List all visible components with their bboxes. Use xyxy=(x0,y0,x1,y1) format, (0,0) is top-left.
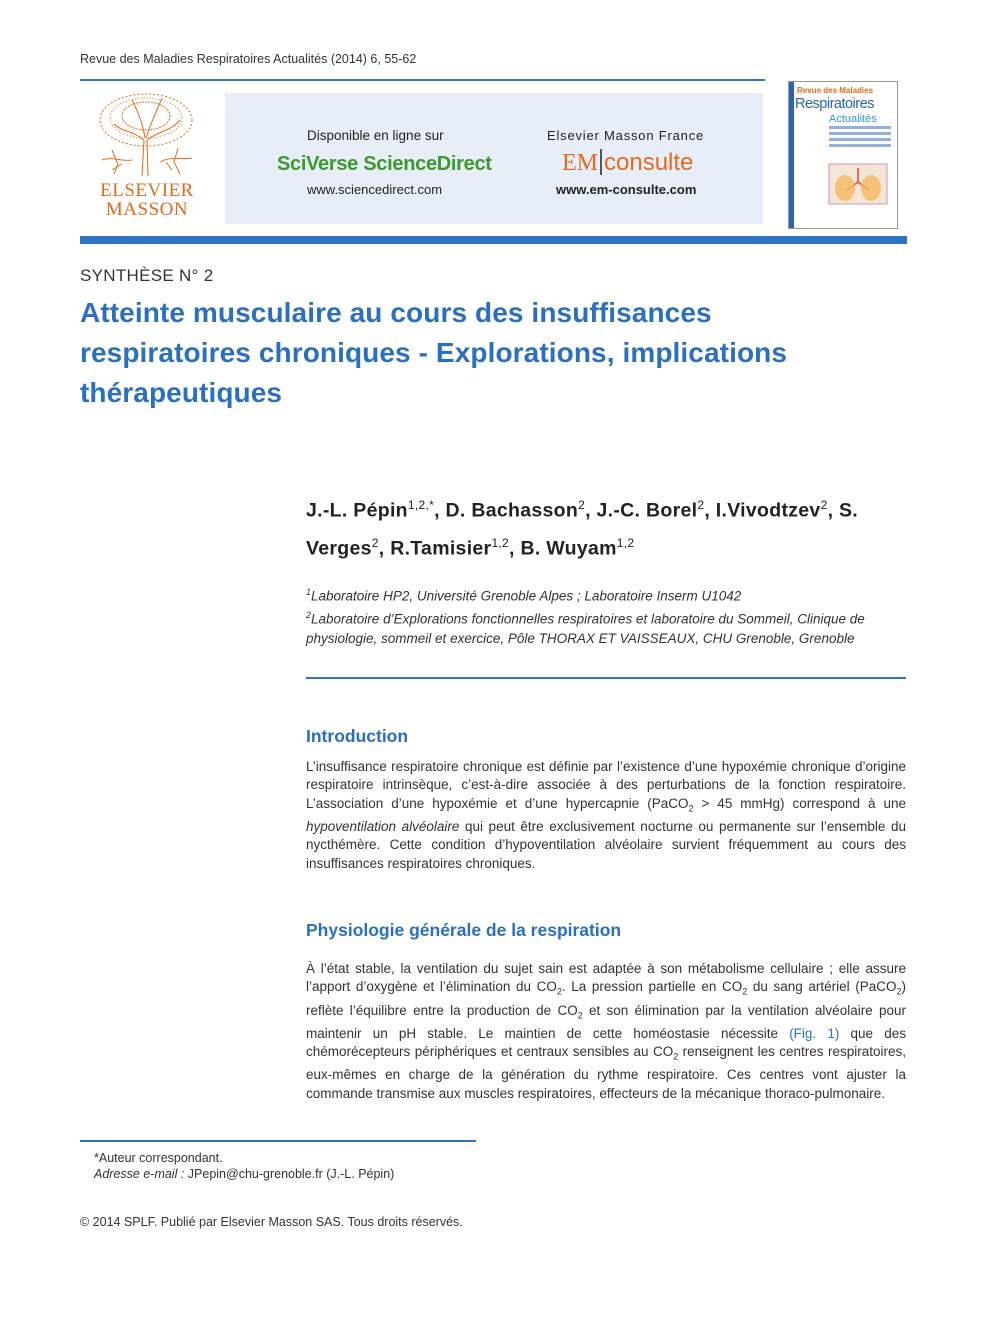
author-name: S. Verges xyxy=(306,499,859,559)
tree-icon xyxy=(92,90,200,176)
physiology-heading: Physiologie générale de la respiration xyxy=(306,920,622,940)
section-label: SYNTHÈSE N° 2 xyxy=(80,266,214,285)
logo-text-line1: ELSEVIER xyxy=(100,180,194,201)
em-consulte-url[interactable]: www.em-consulte.com xyxy=(556,182,697,197)
footnote-rule xyxy=(80,1140,476,1142)
author-list: J.-L. Pépin$^{1,2,*}$, D. Bachasson$^2$, J.-C. Borel$^2$, I.Vivodtzev$^2$, S. Verges$^2$, R.Tamisier$^{1,2}$, B. Wuyam$^{1,2}$ xyxy=(306,498,859,559)
author-affiliation-marker: 1,2 xyxy=(616,535,635,550)
cover-subtitle: Actualités xyxy=(829,113,877,125)
author-name: J.-L. Pépin xyxy=(306,499,408,522)
header-rule xyxy=(80,79,765,81)
figure-1-link[interactable]: (Fig. 1) xyxy=(789,1025,840,1041)
author-affiliation-marker: 2 xyxy=(820,498,828,512)
author-affiliation-marker: 1,2,* xyxy=(407,498,435,512)
cover-text-lines xyxy=(829,126,891,156)
copyright-notice: © 2014 SPLF. Publié par Elsevier Masson SAS. Tous droits réservés. xyxy=(80,1215,463,1229)
cover-kicker: Revue des Maladies xyxy=(797,86,874,95)
affiliation-1: $^1$Laboratoire HP2, Université Grenoble Alpes ; Laboratoire Inserm U1042 xyxy=(306,587,742,604)
author-name: R.Tamisier xyxy=(390,537,492,559)
article-title: Atteinte musculaire au cours des insuffisances respiratoires chroniques - Explorations, implications thérapeutiques xyxy=(80,297,788,408)
introduction-heading: Introduction xyxy=(306,726,409,746)
logo-text-line2: MASSON xyxy=(105,199,189,220)
author-affiliation-marker: 1,2 xyxy=(491,535,510,550)
author-name: D. Bachasson xyxy=(445,499,579,522)
affiliation-rule xyxy=(306,677,906,679)
elsevier-masson-france-label: Elsevier Masson France xyxy=(547,128,705,143)
journal-cover-thumbnail xyxy=(788,81,898,229)
author-name: J.-C. Borel xyxy=(596,499,698,522)
journal-reference: Revue des Maladies Respiratoires Actualités (2014) 6, 55-62 xyxy=(80,52,417,66)
author-affiliation-marker: 2 xyxy=(697,498,705,512)
em-consulte-logo[interactable]: EM consulte xyxy=(562,149,694,176)
introduction-paragraph: L’insuffisance respiratoire chronique est définie par l’existence d’une hypoxémie chronique d’origine respiratoire intrinsèque, c’est-à-dire associée à des perturbations de la fonction respiratoire. L’association d’une hypoxémie et d’une hypercapnie (PaCO$_2$ > 45 mmHg) correspond à une hypoventilation alvéolaire qui peut être exclusivement nocturne ou permanente sur l’ensemble du nycthémère. Cette condition d’hypoventilation alvéolaire survient fréquemment au cours des insuffisances respiratoires chroniques. xyxy=(306,759,907,871)
online-availability-panel xyxy=(225,93,763,224)
author-name: B. Wuyam xyxy=(520,537,617,559)
affiliations xyxy=(306,583,906,649)
author-email: Adresse e-mail : JPepin@chu-grenoble.fr (J.-L. Pépin) xyxy=(94,1167,395,1181)
sciverse-logo[interactable]: SciVerse ScienceDirect xyxy=(277,153,492,175)
physiology-paragraph: À l’état stable, la ventilation du sujet sain est adaptée à son métabolisme cellulaire ; elle assure l’apport d’oxygène et l’élimination du $CO_2$. La pression partielle en $CO_2$ du sang artériel (PaCO$_2$) reflète l’équilibre entre la production de $CO_2$ et son élimination par la ventilation alvéolaire pour maintenir un pH stable. Le maintien de cette homéostasie nécessite (Fig. 1) que des chémorécepteurs périphériques et centraux sensibles au $CO_2$ renseignent les centres respiratoires, eux-mêmes en charge de la génération du rythme respiratoire. Ces centres vont ajuster la commande transmise aux muscles respiratoires, effecteurs de la mécanique thoraco-pulmonaire. xyxy=(306,961,907,1101)
author-affiliation-marker: 2 xyxy=(578,498,586,512)
author-name: I.Vivodtzev xyxy=(715,499,821,522)
corresponding-author-note: *Auteur correspondant. xyxy=(94,1151,223,1165)
cover-title: Respiratoires xyxy=(795,96,874,112)
sciencedirect-url[interactable]: www.sciencedirect.com xyxy=(307,182,443,197)
cover-lungs-figure xyxy=(827,162,889,206)
author-affiliation-marker: 2 xyxy=(371,535,379,550)
email-link[interactable]: JPepin@chu-grenoble.fr (J.-L. Pépin) xyxy=(184,1167,395,1181)
elsevier-masson-logo xyxy=(88,90,206,220)
available-online-label: Disponible en ligne sur xyxy=(307,128,444,143)
title-banner-bar xyxy=(80,236,907,244)
affiliation-2: $^2$Laboratoire d’Explorations fonctionnelles respiratoires et laboratoire du Sommeil, Clinique de physiologie, sommeil et exercice, Pôle THORAX ET VAISSEAUX, CHU Grenoble, Grenoble xyxy=(306,610,865,646)
